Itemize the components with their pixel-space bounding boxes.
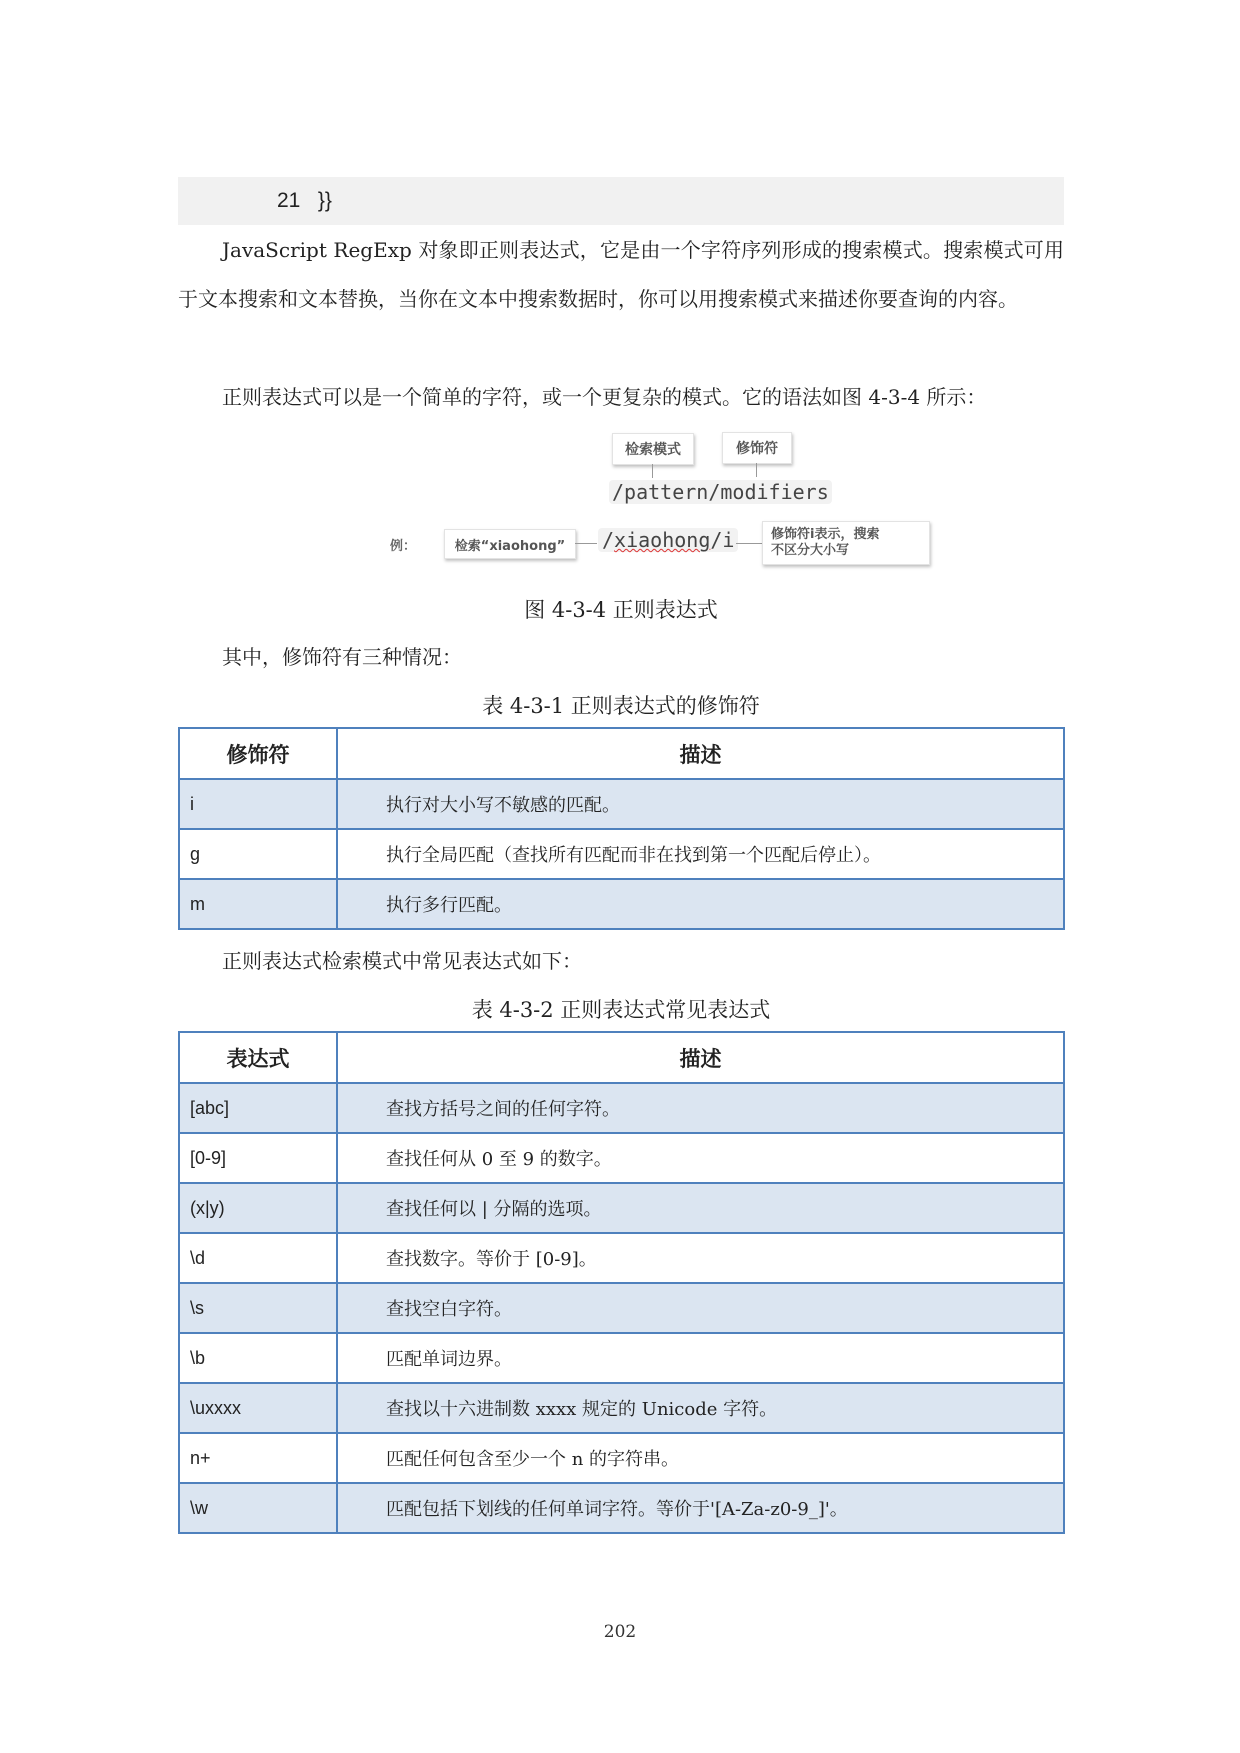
table-cell: (x|y) xyxy=(179,1183,337,1233)
table-cell: 匹配包括下划线的任何单词字符。等价于'[A-Za-z0-9_]'。 xyxy=(337,1483,1064,1533)
code-line xyxy=(277,189,332,213)
connector-line xyxy=(736,543,762,544)
table-cell: \uxxxx xyxy=(179,1383,337,1433)
paragraph-expressions-intro xyxy=(178,937,1064,986)
regex-flag: /i xyxy=(710,528,735,552)
table-header-row xyxy=(179,1032,1064,1083)
table-header-cell: 表达式 xyxy=(179,1032,337,1083)
paragraph-regexp-intro xyxy=(178,226,1064,324)
table-row xyxy=(179,1133,1064,1183)
table1-caption: 表 4-3-1 正则表达式的修饰符 xyxy=(482,694,760,718)
figure-example-note xyxy=(762,521,930,565)
code-line-number: 21 xyxy=(277,189,301,212)
figure-example-search: 检索“xiaohong” xyxy=(444,529,576,559)
table-header-row xyxy=(179,728,1064,779)
figure-label-pattern: 检索模式 xyxy=(612,433,694,465)
table-cell: \b xyxy=(179,1333,337,1383)
modifiers-table xyxy=(178,727,1065,930)
table-cell: \w xyxy=(179,1483,337,1533)
table-row xyxy=(179,1433,1064,1483)
code-block xyxy=(178,177,1064,225)
table-cell: i xyxy=(179,779,337,829)
paragraph-text: 正则表达式可以是一个简单的字符，或一个更复杂的模式。它的语法如图 4-3-4 所示： xyxy=(222,385,987,409)
table-header-cell: 描述 xyxy=(337,1032,1064,1083)
table-cell: \d xyxy=(179,1233,337,1283)
table-row xyxy=(179,1183,1064,1233)
paragraph-syntax-intro xyxy=(178,373,1064,422)
table-cell: 执行对大小写不敏感的匹配。 xyxy=(337,779,1064,829)
table-cell: 执行多行匹配。 xyxy=(337,879,1064,929)
table-header-cell: 描述 xyxy=(337,728,1064,779)
note-line: 不区分大小写 xyxy=(771,543,850,558)
figure-label-modifiers: 修饰符 xyxy=(722,432,792,464)
table-row xyxy=(179,1083,1064,1133)
paragraph-text: 正则表达式检索模式中常见表达式如下： xyxy=(222,949,582,973)
table-cell: 查找空白字符。 xyxy=(337,1283,1064,1333)
table2-caption: 表 4-3-2 正则表达式常见表达式 xyxy=(471,998,771,1022)
table-cell: m xyxy=(179,879,337,929)
figure-caption: 图 4-3-4 正则表达式 xyxy=(524,598,718,622)
table-cell: [abc] xyxy=(179,1083,337,1133)
figure-syntax-text: /pattern/modifiers xyxy=(609,480,832,504)
table-row xyxy=(179,1283,1064,1333)
table-row xyxy=(179,1483,1064,1533)
connector-line xyxy=(652,464,653,478)
connector-line xyxy=(575,543,597,544)
table-cell: 查找任何以 | 分隔的选项。 xyxy=(337,1183,1064,1233)
figure-example-prefix: 例： xyxy=(390,539,417,554)
regex-syntax-figure xyxy=(380,425,940,575)
table-header-cell: 修饰符 xyxy=(179,728,337,779)
table-cell: n+ xyxy=(179,1433,337,1483)
expressions-table xyxy=(178,1031,1065,1534)
table-row xyxy=(179,1233,1064,1283)
table-row xyxy=(179,829,1064,879)
regex-slash: / xyxy=(602,528,615,552)
table-row xyxy=(179,1383,1064,1433)
paragraph-modifiers-intro xyxy=(178,633,1064,682)
regex-word: xiaohong xyxy=(614,528,711,552)
table-cell: [0-9] xyxy=(179,1133,337,1183)
connector-line xyxy=(756,463,757,477)
page-number: 202 xyxy=(603,1622,637,1642)
table-cell: 查找数字。等价于 [0-9]。 xyxy=(337,1233,1064,1283)
table-cell: 查找方括号之间的任何字符。 xyxy=(337,1083,1064,1133)
table-cell: g xyxy=(179,829,337,879)
paragraph-text: 其中，修饰符有三种情况： xyxy=(222,645,462,669)
table-cell: 查找以十六进制数 xxxx 规定的 Unicode 字符。 xyxy=(337,1383,1064,1433)
figure-example-regex xyxy=(598,528,738,552)
table-row xyxy=(179,1333,1064,1383)
table-cell: 匹配单词边界。 xyxy=(337,1333,1064,1383)
table-cell: 匹配任何包含至少一个 n 的字符串。 xyxy=(337,1433,1064,1483)
table-row xyxy=(179,879,1064,929)
table-row xyxy=(179,779,1064,829)
table-cell: 查找任何从 0 至 9 的数字。 xyxy=(337,1133,1064,1183)
table-cell: \s xyxy=(179,1283,337,1333)
table-cell: 执行全局匹配（查找所有匹配而非在找到第一个匹配后停止）。 xyxy=(337,829,1064,879)
note-line: 修饰符i表示，搜索 xyxy=(771,527,880,542)
code-line-text: }} xyxy=(317,189,332,212)
paragraph-text: JavaScript RegExp 对象即正则表达式，它是由一个字符序列形成的搜索模式。搜索模式可用于文本搜索和文本替换，当你在文本中搜索数据时，你可以用搜索模式来描述你要查询的内容。 xyxy=(178,238,1064,311)
